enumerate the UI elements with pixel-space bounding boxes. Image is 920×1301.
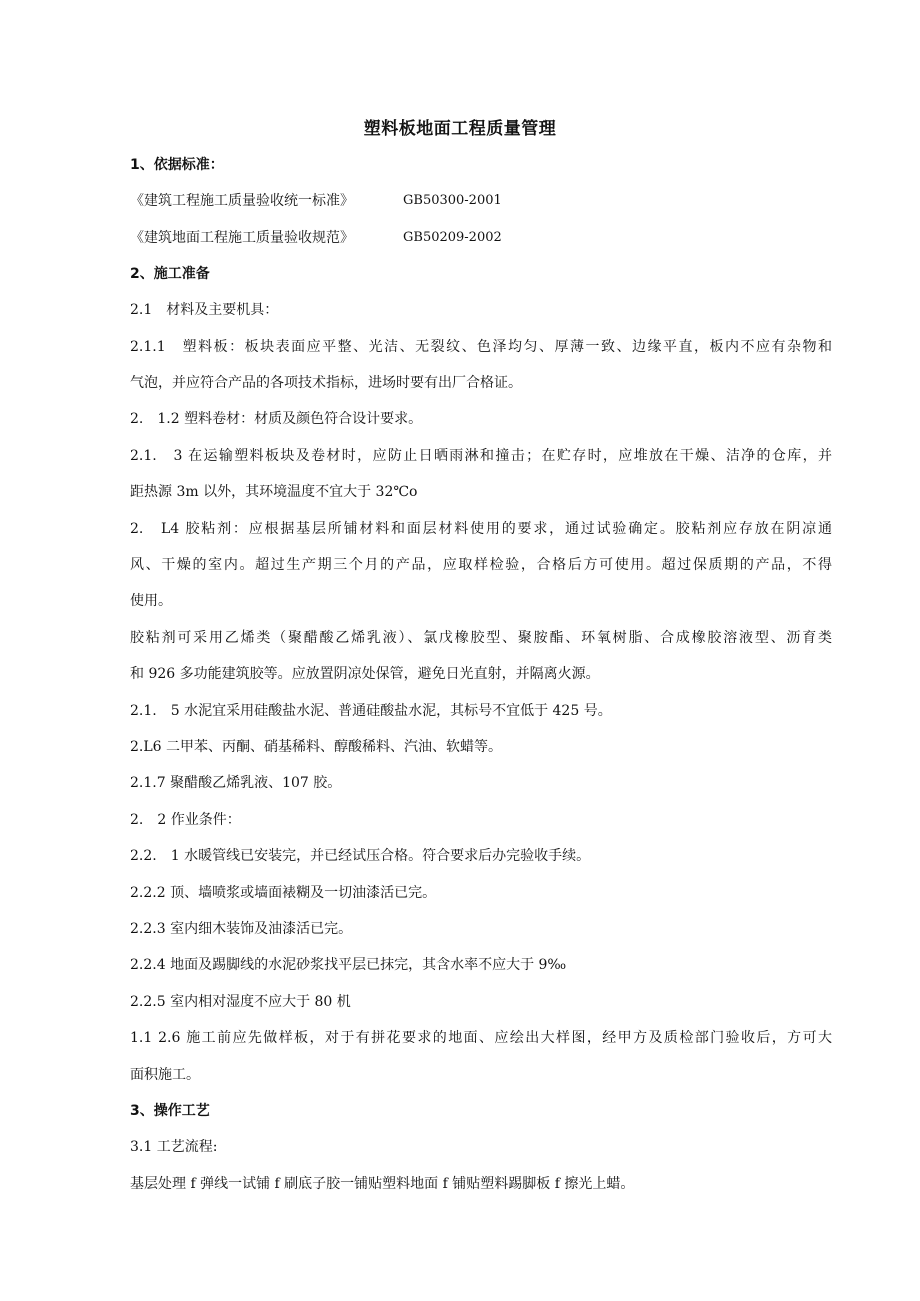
paragraph: 2.1.1 塑料板：板块表面应平整、光洁、无裂纹、色泽均匀、厚薄一致、边缘平直，板内不应有杂物和 [130,339,832,355]
section-heading-preparation: 2、施工准备 [130,266,210,282]
paragraph: 胶粘剂可采用乙烯类（聚醋酸乙烯乳液）、氯戊橡胶型、聚胺酯、环氧树脂、合成橡胶溶液型、沥育类 [130,630,832,646]
paragraph: 3.1 工艺流程: [130,1139,218,1155]
process-flow: 基层处理 f 弹线一试铺 f 刷底子胶一铺贴塑料地面 f 铺贴塑料踢脚板 f 擦光上蜡。 [130,1176,635,1192]
paragraph: 2.1 材料及主要机具： [130,302,279,318]
paragraph: 2.2. 1 水暖管线已安装完，并已经试压合格。符合要求后办完验收手续。 [130,848,591,864]
paragraph: 2.2.2 顶、墙喷浆或墙面裱糊及一切油漆活已完。 [130,885,437,901]
page-title: 塑料板地面工程质量管理 [363,119,557,139]
paragraph: 2.2.4 地面及踢脚线的水泥砂浆找平层已抹完，其含水率不应大于 9‰ [130,957,567,973]
paragraph: 2. 2 作业条件： [130,812,241,828]
paragraph: 2. 1.2 塑料卷材：材质及颜色符合设计要求。 [130,411,423,427]
paragraph: 2.2.3 室内细木装饰及油漆活已完。 [130,921,353,937]
paragraph: 风、干燥的室内。超过生产期三个月的产品，应取样检验，合格后方可使用。超过保质期的产品，不得 [130,557,832,573]
paragraph: 距热源 3m 以外，其环境温度不宜大于 32℃o [130,484,418,500]
paragraph: 2.L6 二甲苯、丙酮、硝基稀料、醇酸稀料、汽油、软蜡等。 [130,739,503,755]
standard-code: GB50209-2002 [403,230,502,245]
paragraph: 气泡，并应符合产品的各项技术指标，进场时要有出厂合格证。 [130,375,522,391]
section-heading-process: 3、操作工艺 [130,1103,210,1119]
paragraph: 1.1 2.6 施工前应先做样板，对于有拼花要求的地面、应绘出大样图，经甲方及质检部门验收后，方可大 [130,1030,832,1046]
paragraph: 2.1. 5 水泥宜采用硅酸盐水泥、普通硅酸盐水泥，其标号不宜低于 425 号。 [130,703,612,719]
section-heading-standards: 1、依据标准： [130,157,224,173]
standard-name: 《建筑地面工程施工质量验收规范》 [130,230,354,246]
standard-code: GB50300-2001 [403,193,502,208]
paragraph: 2.1.7 聚醋酸乙烯乳液、107 胶。 [130,775,342,791]
paragraph: 2.1. 3 在运输塑料板块及卷材时，应防止日晒雨淋和撞击；在贮存时，应堆放在干燥、洁净的仓库，并 [130,448,832,464]
paragraph: 使用。 [130,593,172,609]
paragraph: 面积施工。 [130,1067,200,1083]
paragraph: 2. L4 胶粘剂：应根据基层所铺材料和面层材料使用的要求，通过试验确定。胶粘剂应存放在阴凉通 [130,521,832,537]
paragraph: 2.2.5 室内相对湿度不应大于 80 机 [130,994,351,1010]
paragraph: 和 926 多功能建筑胶等。应放置阴凉处保管，避免日光直射，并隔离火源。 [130,666,600,682]
standard-name: 《建筑工程施工质量验收统一标准》 [130,193,354,209]
